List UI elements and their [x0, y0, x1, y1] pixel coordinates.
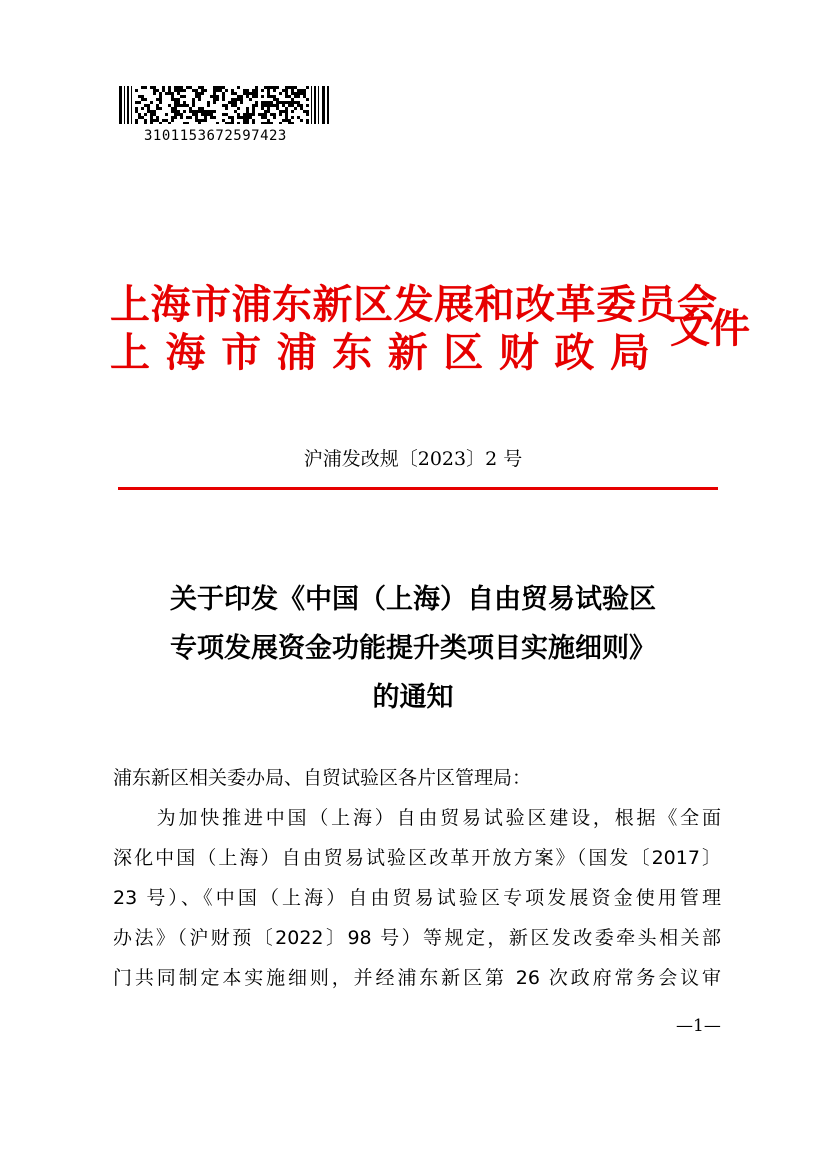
salutation: 浦东新区相关委办局、自贸试验区各片区管理局： — [113, 767, 532, 789]
issuer-line-2-char: 市 — [221, 329, 262, 376]
barcode-number: 3101153672597423 — [144, 128, 287, 144]
issuer-suffix: 文件 — [670, 305, 750, 352]
body-line: 办法》（沪财预〔2022〕98 号）等规定，新区发改委牵头相关部 — [113, 927, 721, 949]
issuer-line-2-char: 财 — [498, 329, 539, 376]
barcode-image — [119, 86, 329, 124]
page-number: —1— — [676, 1016, 721, 1036]
title-line-3: 的通知 — [372, 682, 454, 713]
issuer-line-2-char: 政 — [554, 329, 595, 376]
issuer-header — [110, 280, 760, 380]
title-line-1: 关于印发《中国（上海）自由贸易试验区 — [170, 584, 656, 615]
document-number: 沪浦发改规〔2023〕2 号 — [303, 448, 523, 470]
document-title — [100, 575, 726, 722]
issuer-line-2-char: 局 — [609, 329, 650, 376]
issuer-line-2-char: 浦 — [276, 329, 317, 376]
body-line: 门共同制定本实施细则，并经浦东新区第 26 次政府常务会议审 — [113, 967, 721, 989]
issuer-line-2-char: 海 — [165, 329, 206, 376]
issuer-line-2-char: 新 — [387, 329, 428, 376]
body-line: 深化中国（上海）自由贸易试验区改革开放方案》（国发〔2017〕 — [113, 847, 721, 869]
title-line-2: 专项发展资金功能提升类项目实施细则》 — [170, 633, 656, 664]
issuer-line-2-char: 区 — [443, 329, 484, 376]
body-line: 23 号）、《中国（上海）自由贸易试验区专项发展资金使用管理 — [113, 887, 721, 909]
issuer-line-1: 上海市浦东新区发展和改革委员会 — [110, 281, 718, 328]
header-divider — [118, 487, 718, 490]
body-line: 为加快推进中国（上海）自由贸易试验区建设，根据《全面 — [113, 807, 721, 829]
issuer-line-2-char: 上 — [110, 329, 150, 376]
issuer-line-2-char: 东 — [332, 329, 373, 376]
issuer-line-2 — [110, 328, 650, 378]
